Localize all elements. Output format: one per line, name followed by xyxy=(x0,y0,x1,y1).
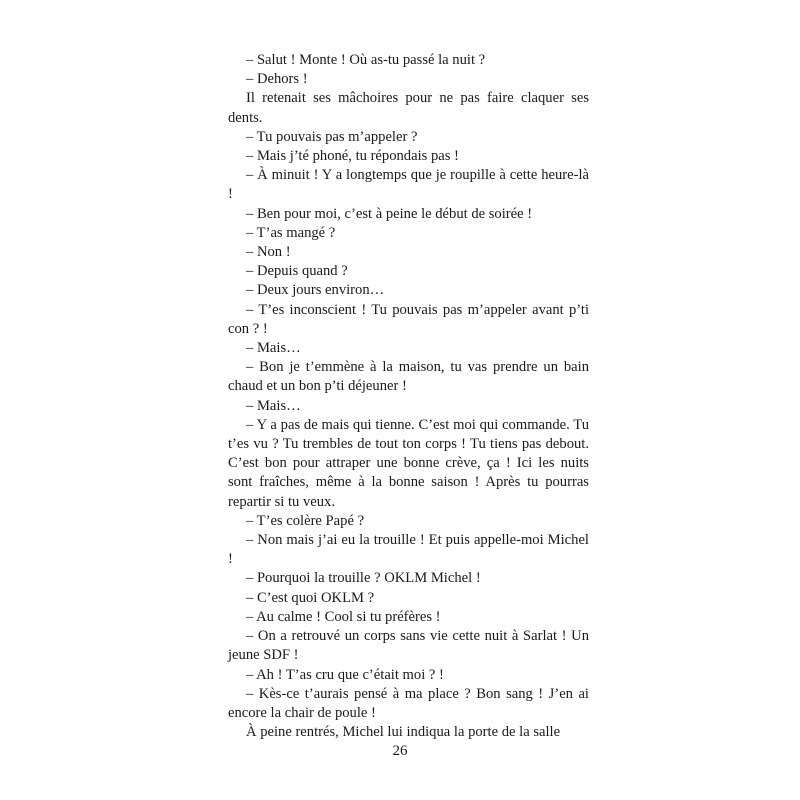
paragraph: – Pourquoi la trouille ? OKLM Michel ! xyxy=(246,570,481,587)
paragraph: – Ben pour moi, c’est à peine le début de soirée ! xyxy=(246,205,533,222)
paragraph: – C’est quoi OKLM ? xyxy=(246,589,375,606)
paragraph: – T’as mangé ? xyxy=(246,224,336,241)
paragraph: À peine rentrés, Michel lui indiqua la porte de la salle xyxy=(246,724,561,741)
paragraph: – Salut ! Monte ! Où as-tu passé la nuit ? xyxy=(246,52,486,68)
body-text xyxy=(228,51,589,742)
paragraph: – Mais… xyxy=(246,340,301,357)
paragraph: – Au calme ! Cool si tu préfères ! xyxy=(246,608,441,625)
paragraph: – Non mais j’ai eu la trouille ! Et puis appelle-moi Michel ! xyxy=(228,532,589,568)
paragraph: – Non ! xyxy=(246,244,291,261)
paragraph: Il retenait ses mâchoires pour ne pas faire claquer ses dents. xyxy=(228,90,589,126)
paragraph: – Kès-ce t’aurais pensé à ma place ? Bon sang ! J’en ai encore la chair de poule ! xyxy=(228,685,589,721)
paragraph: – Mais… xyxy=(246,397,301,414)
paragraph: – Dehors ! xyxy=(246,71,308,88)
paragraph: – Bon je t’emmène à la maison, tu vas prendre un bain chaud et un bon p’ti déjeuner ! xyxy=(228,359,589,395)
paragraph: – À minuit ! Y a longtemps que je roupille à cette heure-là ! xyxy=(228,167,589,203)
paragraph: – T’es colère Papé ? xyxy=(246,512,365,529)
paragraph: – Ah ! T’as cru que c’était moi ? ! xyxy=(246,666,444,683)
paragraph: – Deux jours environ… xyxy=(246,282,385,299)
paragraph: – Mais j’té phoné, tu répondais pas ! xyxy=(246,148,459,165)
paragraph: – T’es inconscient ! Tu pouvais pas m’appeler avant p’ti con ? ! xyxy=(228,301,589,337)
paragraph: – Y a pas de mais qui tienne. C’est moi qui commande. Tu t’es vu ? Tu trembles de tout ton corps ! Tu tiens pas debout. C’est bon pour attraper une bonne crève, ça ! Ici les nuits sont fraîches, même à la bonne saison ! Après tu pourras repartir si tu veux. xyxy=(228,416,589,510)
paragraph: – Depuis quand ? xyxy=(246,263,348,280)
paragraph: – On a retrouvé un corps sans vie cette nuit à Sarlat ! Un jeune SDF ! xyxy=(228,628,589,664)
page-number: 26 xyxy=(392,743,408,759)
paragraph: – Tu pouvais pas m’appeler ? xyxy=(246,128,418,145)
